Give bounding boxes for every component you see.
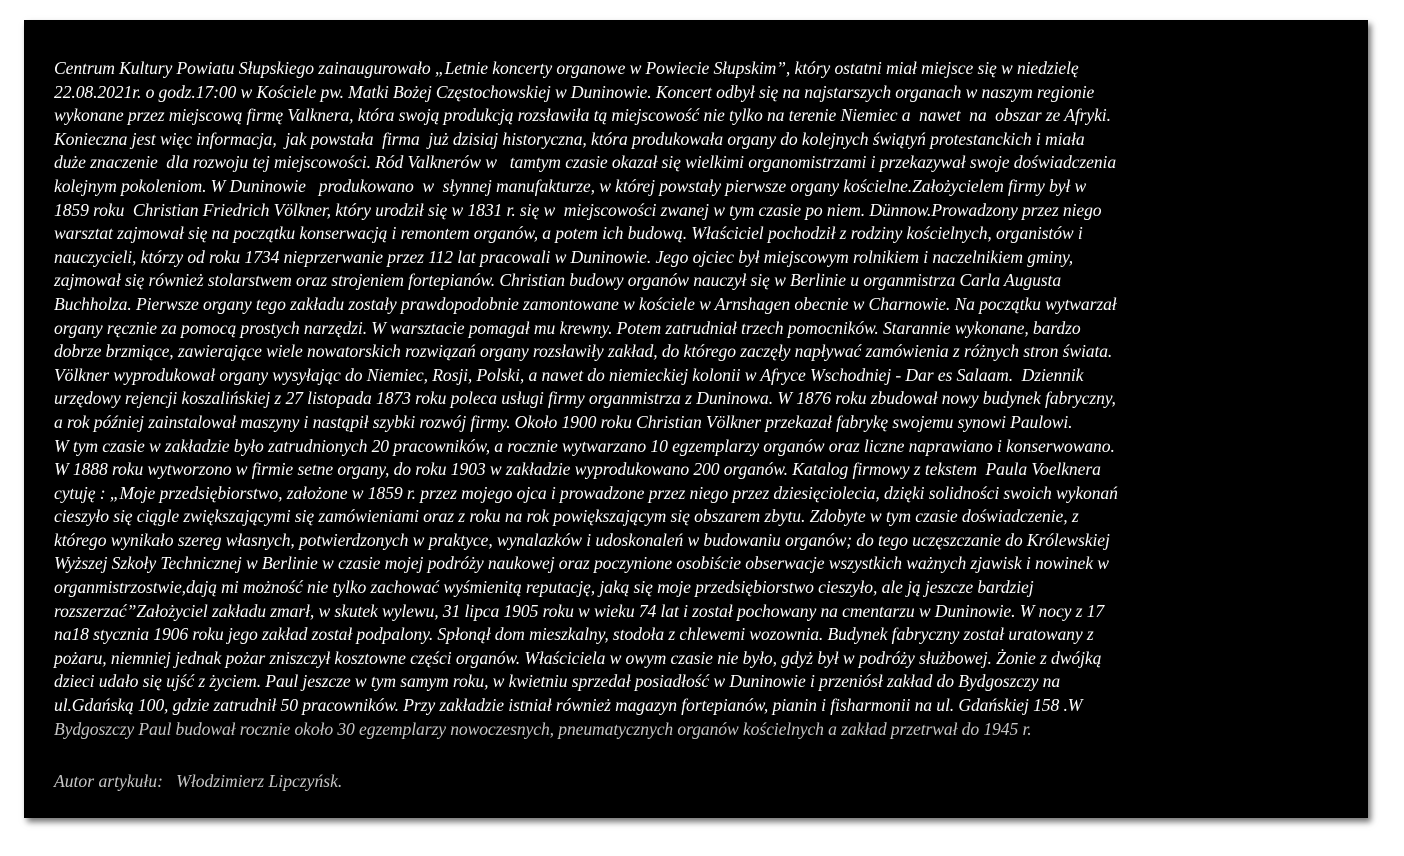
article-line: 1859 roku Christian Friedrich Völkner, który urodził się w 1831 r. się w miejscowości zwanej w tym czasie po niem. Dünnow.Prowadzony przez niego bbox=[54, 199, 1102, 220]
article-line: Konieczna jest więc informacja, jak powstała firma już dzisiaj historyczna, która produkowała organy do kolejnych świątyń protestanckich i miała bbox=[54, 128, 1085, 149]
article-line: którego wynikało szereg własnych, potwierdzonych w praktyce, wynalazków i udoskonaleń w budowaniu organów; do tego uczęszczanie do Królewskiej bbox=[54, 529, 1110, 550]
article-line: 22.08.2021r. o godz.17:00 w Kościele pw. Matki Bożej Częstochowskiej w Duninowie. Koncert odbył się na najstarszych organach w naszym regionie bbox=[54, 81, 1095, 102]
article-line: pożaru, niemniej jednak pożar zniszczył kosztowne części organów. Właściciela w owym czasie nie było, gdyż był w podróży służbowej. Żonie z dwójką bbox=[54, 647, 1102, 668]
article-author: Autor artykułu: Włodzimierz Lipczyńsk. bbox=[54, 771, 343, 791]
article-line: Centrum Kultury Powiatu Słupskiego zainaugurowało „Letnie koncerty organowe w Powiecie Słupskim”, który ostatni miał miejsce się w niedzielę bbox=[54, 58, 1079, 78]
article-line: dobrze brzmiące, zawierające wiele nowatorskich rozwiązań organy rozsławiły zakład, do którego zaczęły napływać zamówienia z różnych stron świata. bbox=[54, 341, 1113, 362]
article-line: urzędowy rejencji koszalińskiej z 27 listopada 1873 roku poleca usługi firmy organmistrza z Duninowa. W 1876 roku zbudował nowy budynek fabryczny, bbox=[54, 388, 1116, 409]
article-line: Wyższej Szkoły Technicznej w Berlinie w czasie mojej podróży naukowej oraz poczynione osobiście obserwacje wszystkich ważnych zjawisk i nowinek w bbox=[54, 553, 1109, 574]
article-body bbox=[54, 57, 1344, 741]
article-line: kolejnym pokoleniom. W Duninowie produkowano w słynnej manufakturze, w której powstały pierwsze organy kościelne.Założycielem firmy był w bbox=[54, 175, 1087, 196]
article-line: wykonane przez miejscową firmę Valknera, która swoją produkcją rozsławiła tą miejscowość nie tylko na terenie Niemiec a nawet na obszar ze Afryki. bbox=[54, 105, 1111, 126]
article-line: Völkner wyprodukował organy wysyłając do Niemiec, Rosji, Polski, a nawet do niemieckiej kolonii w Afryce Wschodniej - Dar es Salaam. Dziennik bbox=[54, 364, 1084, 385]
article-line: duże znaczenie dla rozwoju tej miejscowości. Ród Valknerów w tamtym czasie okazał się wielkimi organomistrzami i przekazywał swoje doświadczenia bbox=[54, 152, 1117, 173]
article-line: organmistrzostwie,dają mi możność nie tylko zachować wyśmienitą reputację, jaką się moje przedsiębiorstwo cieszyło, ale ją jeszcze bardziej bbox=[54, 577, 1034, 598]
article-line: Buchholza. Pierwsze organy tego zakładu zostały prawdopodobnie zamontowane w kościele w Arnshagen obecnie w Charnowie. Na początku wytwarzał bbox=[54, 293, 1117, 314]
article-line: organy ręcznie za pomocą prostych narzędzi. W warsztacie pomagał mu krewny. Potem zatrudniał trzech pomocników. Starannie wykonane, bardzo bbox=[54, 317, 1081, 338]
article-line: na18 stycznia 1906 roku jego zakład został podpalony. Spłonął dom mieszkalny, stodoła z chlewemi wozownia. Budynek fabryczny został uratowany z bbox=[54, 624, 1094, 645]
article-line: W tym czasie w zakładzie było zatrudnionych 20 pracowników, a rocznie wytwarzano 10 egzemplarzy organów oraz liczne naprawiano i konserwowano. bbox=[54, 435, 1115, 456]
article-line: warsztat zajmował się na początku konserwacją i remontem organów, a potem ich budową. Właściciel pochodził z rodziny kościelnych, organistów i bbox=[54, 223, 1083, 244]
article-line: zajmował się również stolarstwem oraz strojeniem fortepianów. Christian budowy organów nauczył się w Berlinie u organmistrza Carla Augusta bbox=[54, 270, 1062, 291]
article-line: cieszyło się ciągle zwiększającymi się zamówieniami oraz z roku na rok powiększającym się obszarem zbytu. Zdobyte w tym czasie doświadczenie, z bbox=[54, 506, 1079, 527]
article-line: rozszerzać”Założyciel zakładu zmarł, w skutek wylewu, 31 lipca 1905 roku w wieku 74 lat i został pochowany na cmentarzu w Duninowie. W nocy z 17 bbox=[54, 600, 1105, 621]
article-line: cytuję : „Moje przedsiębiorstwo, założone w 1859 r. przez mojego ojca i prowadzone przez niego przez dziesięciolecia, dzięki solidności swoich wykonań bbox=[54, 482, 1118, 503]
article-line: nauczycieli, którzy od roku 1734 nieprzerwanie przez 112 lat pracowali w Duninowie. Jego ojciec był miejscowym rolnikiem i naczelnikiem gminy, bbox=[54, 246, 1074, 267]
article-line: ul.Gdańską 100, gdzie zatrudnił 50 pracowników. Przy zakładzie istniał również magazyn fortepianów, pianin i fisharmonii na ul. Gdańskiej 158 .W bbox=[54, 695, 1083, 716]
article-line: a rok później zainstalował maszyny i nastąpił szybki rozwój firmy. Około 1900 roku Christian Völkner przekazał fabrykę swojemu synowi Paulowi. bbox=[54, 411, 1073, 432]
article-line: W 1888 roku wytworzono w firmie setne organy, do roku 1903 w zakładzie wyprodukowano 200 organów. Katalog firmowy z tekstem Paula Voelknera bbox=[54, 459, 1101, 480]
article-line: Bydgoszczy Paul budował rocznie około 30 egzemplarzy nowoczesnych, pneumatycznych organów kościelnych a zakład przetrwał do 1945 r. bbox=[54, 718, 1032, 739]
article-line: dzieci udało się ujść z życiem. Paul jeszcze w tym samym roku, w kwietniu sprzedał posiadłość w Duninowie i przeniósł zakład do Bydgoszczy na bbox=[54, 671, 1061, 692]
